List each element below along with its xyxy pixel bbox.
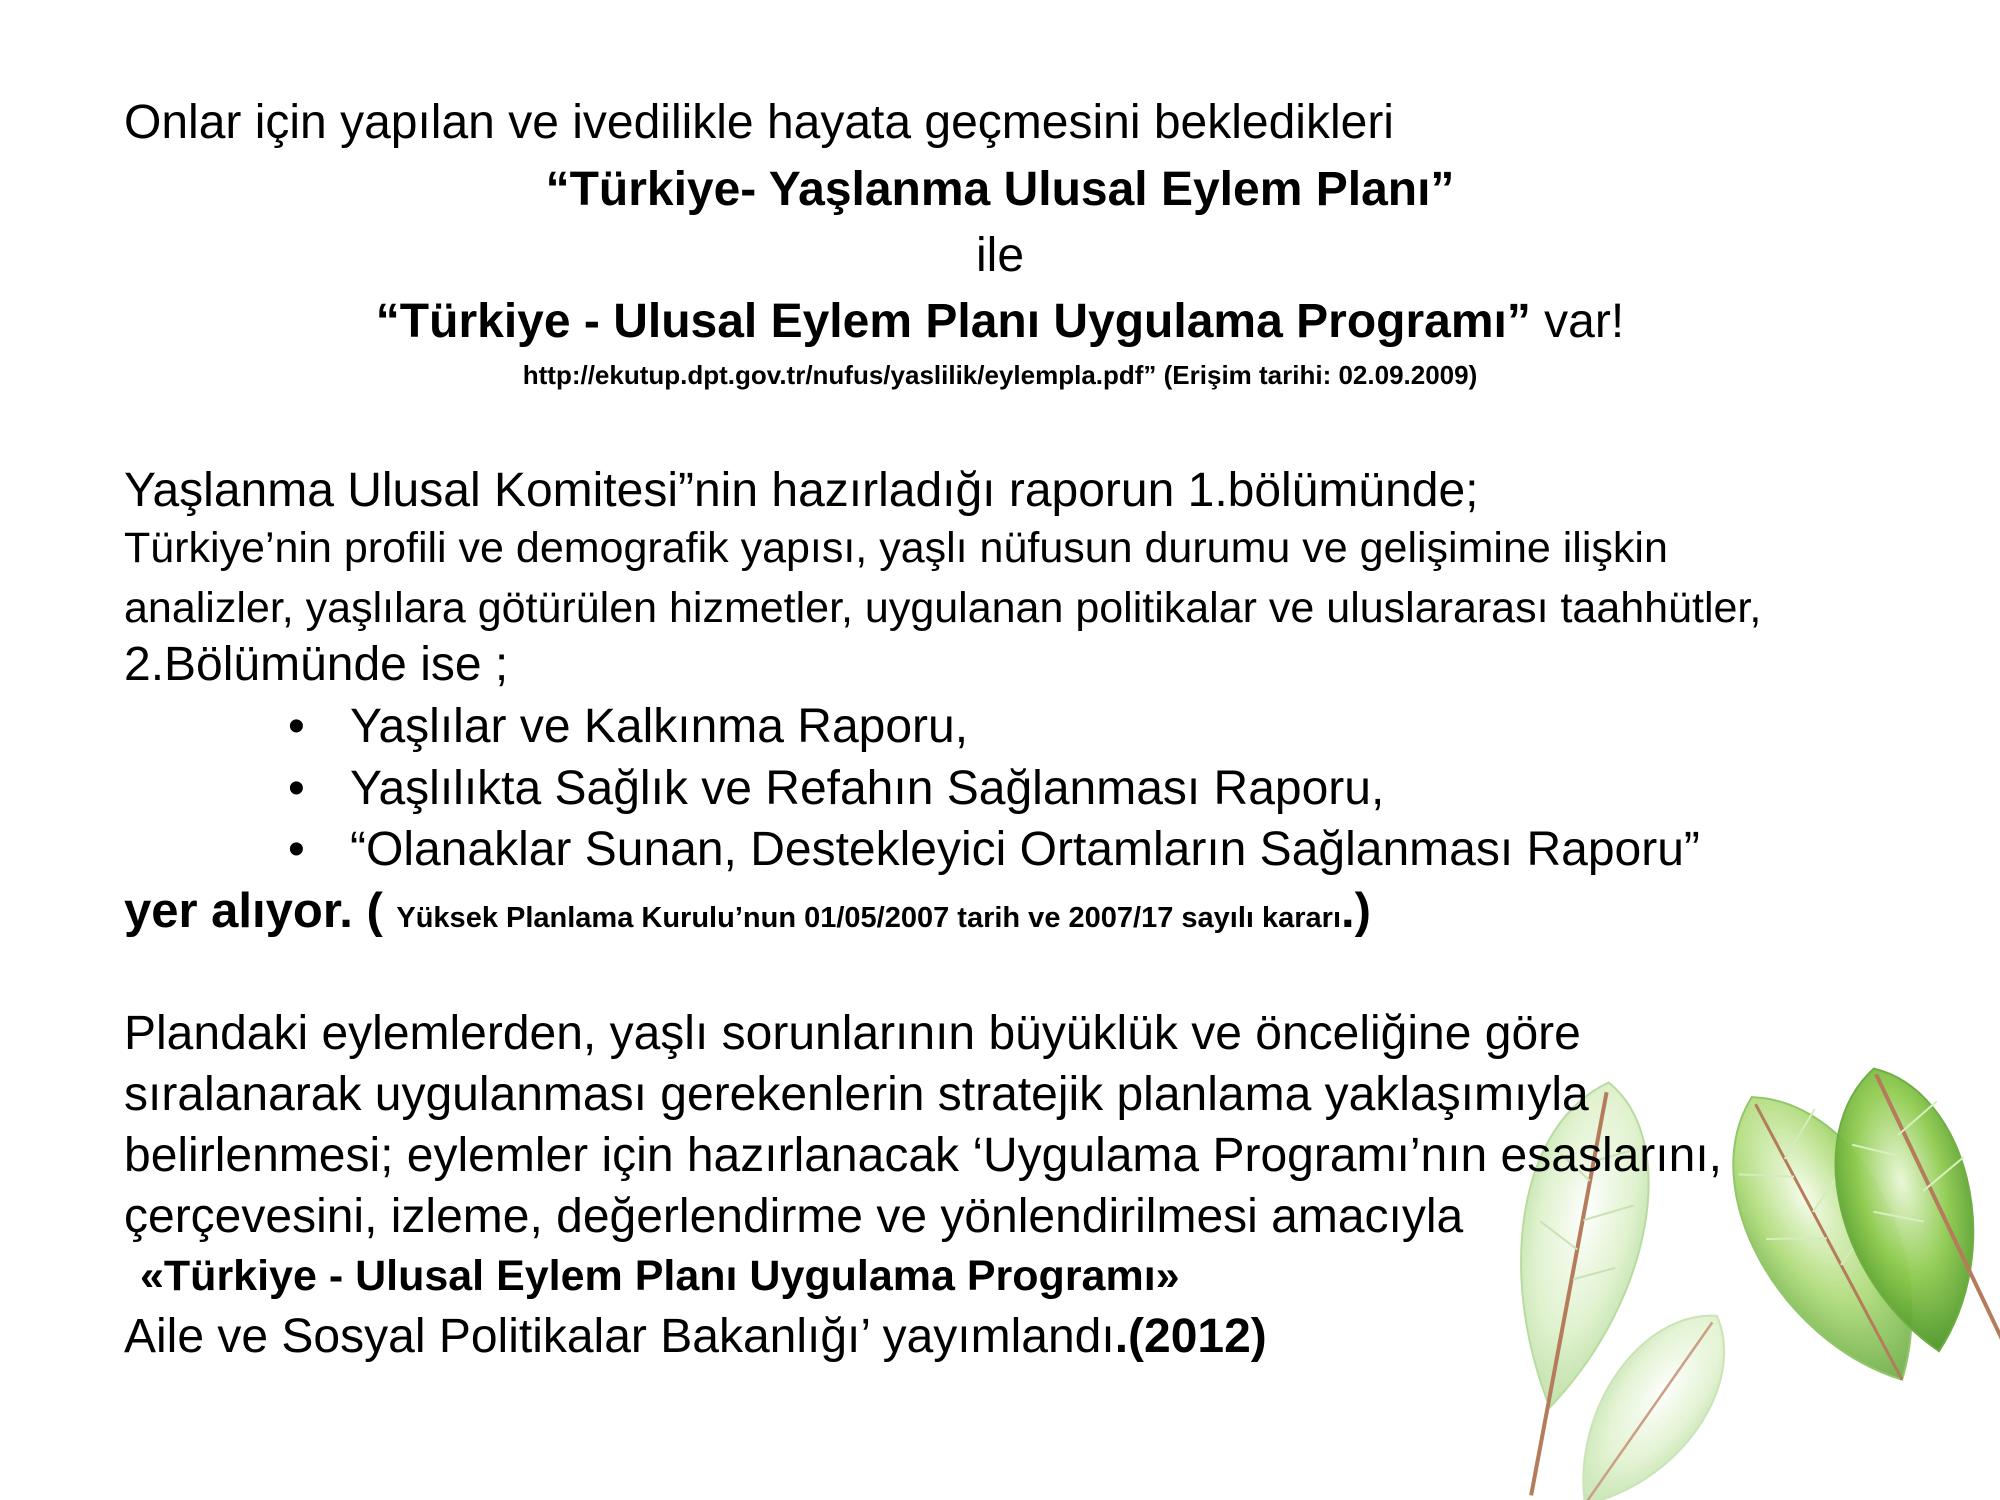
- conclusion-line: sıralanarak uygulanması gerekenlerin stratejik planlama yaklaşımıyla: [124, 1068, 1589, 1121]
- report-line: Türkiye’nin profili ve demografik yapısı, yaşlı nüfusun durumu ve gelişimine ilişkin: [124, 524, 1668, 572]
- report-closing: [124, 884, 1371, 938]
- source-citation: http://ekutup.dpt.gov.tr/nufus/yaslilik/eylempla.pdf” (Erişim tarihi: 02.09.2009): [522, 360, 1478, 390]
- plan-title: “Türkiye- Yaşlanma Ulusal Eylem Planı”: [545, 163, 1455, 216]
- publisher: Aile ve Sosyal Politikalar Bakanlığı’ yayımlandı: [124, 1310, 1115, 1363]
- conclusion-line: çerçevesini, izleme, değerlendirme ve yönlendirilmesi amacıyla: [124, 1190, 1464, 1243]
- report-line: 2.Bölümünde ise ;: [124, 638, 509, 691]
- report-line: analizler, yaşlılara götürülen hizmetler, uygulanan politikalar ve uluslararası taahhütler,: [124, 584, 1762, 632]
- conclusion-program-name: «Türkiye - Ulusal Eylem Planı Uygulama Programı»: [140, 1252, 1180, 1300]
- conclusion-line: belirlenmesi; eylemler için hazırlanacak ‘Uygulama Programı’nın esaslarını,: [124, 1129, 1722, 1182]
- program-title-line: [0, 295, 2000, 348]
- bullet-icon: •: [288, 823, 305, 876]
- bullet-item: Yaşlılar ve Kalkınma Raporu,: [350, 700, 969, 753]
- report-heading: Yaşlanma Ulusal Komitesi”nin hazırladığı raporun 1.bölümünde;: [124, 464, 1479, 517]
- program-suffix: var!: [1530, 295, 1625, 348]
- conclusion-line: Plandaki eylemlerden, yaşlı sorunlarının büyüklük ve önceliğine göre: [124, 1007, 1581, 1060]
- publish-year: .(2012): [1114, 1310, 1267, 1363]
- closing-note: Yüksek Planlama Kurulu’nun 01/05/2007 tarih ve 2007/17 sayılı kararı: [396, 902, 1342, 934]
- bullet-item: Yaşlılıkta Sağlık ve Refahın Sağlanması Raporu,: [350, 762, 1385, 815]
- intro-line: Onlar için yapılan ve ivedilikle hayata geçmesini bekledikleri: [124, 96, 1394, 149]
- closing-bold: yer alıyor. (: [124, 884, 397, 938]
- closing-end: .): [1341, 884, 1371, 938]
- conclusion-publisher-line: [124, 1310, 1267, 1363]
- bullet-icon: •: [288, 700, 305, 753]
- bullet-item: “Olanaklar Sunan, Destekleyici Ortamların Sağlanması Raporu”: [350, 823, 1700, 876]
- connector-text: ile: [975, 229, 1025, 282]
- program-title: “Türkiye - Ulusal Eylem Planı Uygulama Programı”: [375, 295, 1531, 348]
- bullet-icon: •: [288, 762, 305, 815]
